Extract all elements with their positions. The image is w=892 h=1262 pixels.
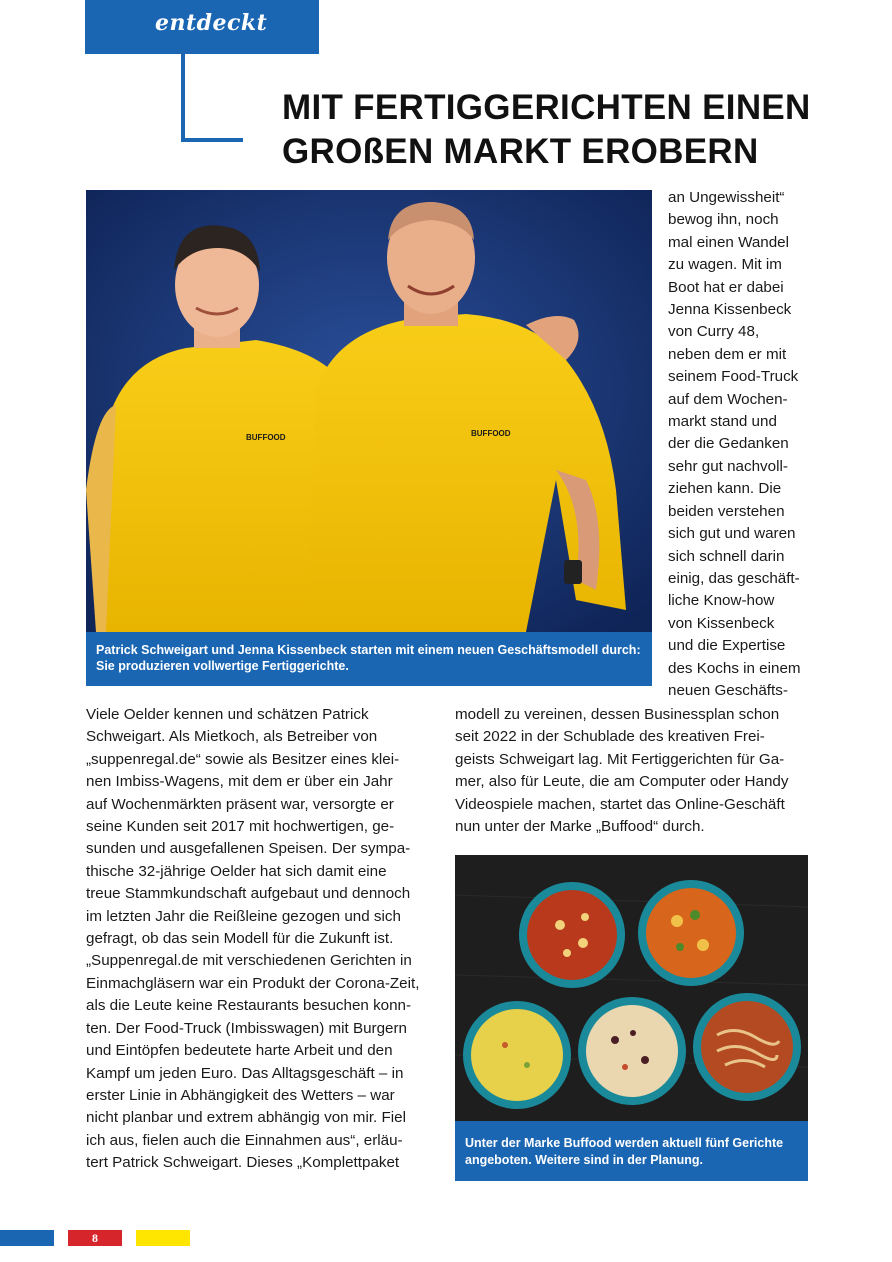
footer-bar-yellow	[136, 1230, 190, 1246]
article-line: ich aus, fielen auch die Einnahmen aus“, erläu-	[86, 1131, 403, 1149]
bowl-soup-yellow	[463, 1001, 571, 1109]
photo-two-men	[86, 190, 652, 632]
article-line: auf dem Wochen-	[668, 390, 788, 408]
section-tag	[85, 0, 319, 54]
article-line: im letzten Jahr die Reißleine gezogen und sich	[86, 907, 401, 925]
article-line: Jenna Kissenbeck	[668, 301, 792, 319]
article-line: nun unter der Marke „Buffood“ durch.	[455, 818, 705, 836]
article-line: als die Leute keine Restaurants besuchen konn-	[86, 997, 412, 1015]
page-number: 8	[92, 1231, 98, 1245]
article-line: gefragt, ob das sein Modell für die Zukunft ist.	[86, 930, 394, 948]
article-line: bewog ihn, noch	[668, 211, 779, 229]
caption-main-line-1: Patrick Schweigart und Jenna Kissenbeck starten mit einem neuen Geschäftsmodell durch:	[96, 643, 641, 657]
article-line: von Kissenbeck	[668, 614, 775, 632]
article-column-left	[86, 704, 436, 1175]
headline-line-1: MIT FERTIGGERICHTEN EINEN	[282, 88, 811, 127]
article-line: nicht planbar und extrem abhängig von mir. Fiel	[86, 1109, 406, 1127]
article-line: tert Patrick Schweigart. Dieses „Komplettpaket	[86, 1154, 400, 1172]
article-line: sunden und ausgefallenen Speisen. Der sympa-	[86, 840, 411, 858]
article-line: von Curry 48,	[668, 323, 760, 341]
article-line: mal einen Wandel	[668, 233, 790, 251]
caption-main-line-2: Sie produzieren vollwertige Fertiggerichte.	[96, 659, 349, 673]
bowl-pasta-red	[519, 882, 625, 988]
article-line: zu wagen. Mit im	[668, 256, 782, 274]
article-line: mer, also für Leute, die am Computer oder Handy	[455, 773, 789, 791]
article-line: Schweigart. Als Mietkoch, als Betreiber von	[86, 728, 378, 746]
article-line: sich schnell darin	[668, 547, 785, 565]
article-line: sich gut und waren	[668, 525, 796, 543]
article-line: und Eintöpfen bedeutete harte Arbeit und den	[86, 1042, 393, 1060]
photo-food-bowls-illustration	[455, 855, 808, 1121]
shirt-logo-right: BUFFOOD	[471, 429, 511, 438]
shirt-logo-left: BUFFOOD	[246, 433, 286, 442]
page-headline	[282, 86, 872, 174]
article-line: Kampf um jeden Euro. Das Alltagsgeschäft – in	[86, 1064, 404, 1082]
article-line: seinem Food-Truck	[668, 368, 799, 386]
article-line: und die Expertise	[668, 637, 786, 655]
article-line: seine Kunden seit 2017 mit hochwertigen, ge-	[86, 818, 395, 836]
bowl-stew-orange	[638, 880, 744, 986]
photo-caption-bowls	[455, 1121, 808, 1181]
article-line: seit 2022 in der Schublade des kreativen Frei-	[455, 728, 765, 746]
article-column-right-mid	[455, 704, 807, 838]
article-line: erster Linie in Abhängigkeit des Wetters – war	[86, 1086, 395, 1104]
article-line: geists Schweigart lag. Mit Fertiggerichten für Ga-	[455, 750, 785, 768]
headline-bracket-vertical	[181, 54, 185, 142]
article-line: „Suppenregal.de mit verschiedenen Gerichten in	[86, 952, 412, 970]
bowl-rice	[578, 997, 686, 1105]
article-line: thische 32-jährige Oelder hat sich damit eine	[86, 862, 387, 880]
article-line: des Kochs in einem	[668, 659, 801, 677]
headline-line-2: GROßEN MARKT EROBERN	[282, 132, 759, 171]
article-line: modell zu vereinen, dessen Businessplan schon	[455, 706, 780, 723]
caption-bowls-line-2: angeboten. Weitere sind in der Planung.	[465, 1153, 703, 1167]
article-line: „suppenregal.de“ sowie als Besitzer eines klei-	[86, 750, 400, 768]
article-line: an Ungewissheit“	[668, 189, 785, 206]
article-line: ten. Der Food-Truck (Imbisswagen) mit Burgern	[86, 1019, 408, 1037]
bowl-noodles	[693, 993, 801, 1101]
article-line: ziehen kann. Die	[668, 480, 782, 498]
caption-bowls-line-1: Unter der Marke Buffood werden aktuell fünf Gerichte	[465, 1136, 784, 1150]
article-line: treue Stammkundschaft aufgebaut und dennoch	[86, 885, 411, 903]
article-line: Videospiele machen, startet das Online-Geschäft	[455, 795, 785, 813]
article-line: neben dem er mit	[668, 345, 787, 363]
section-tag-label: entdeckt	[155, 10, 268, 36]
photo-food-bowls	[455, 855, 808, 1121]
article-line: beiden verstehen	[668, 502, 785, 520]
article-line: einig, das geschäft-	[668, 569, 800, 587]
smartwatch	[564, 560, 582, 584]
article-line: markt stand und	[668, 413, 777, 431]
article-line: liche Know-how	[668, 592, 775, 610]
footer-bar-blue	[0, 1230, 54, 1246]
article-line: sehr gut nachvoll-	[668, 457, 788, 475]
article-line: der die Gedanken	[668, 435, 789, 453]
article-line: nen Imbiss-Wagens, mit dem er über ein Jahr	[86, 773, 393, 791]
article-line: Einmachgläsern war ein Produkt der Corona-Zeit,	[86, 974, 420, 992]
article-line: Viele Oelder kennen und schätzen Patrick	[86, 706, 369, 723]
headline-bracket-horizontal	[181, 138, 243, 142]
article-line: Boot hat er dabei	[668, 278, 784, 296]
article-column-right-top	[668, 187, 818, 702]
photo-two-men-illustration	[86, 190, 652, 632]
article-line: neuen Geschäfts-	[668, 681, 788, 699]
photo-caption-main	[86, 632, 652, 686]
article-line: auf Wochenmärkten präsent war, versorgte er	[86, 795, 394, 813]
